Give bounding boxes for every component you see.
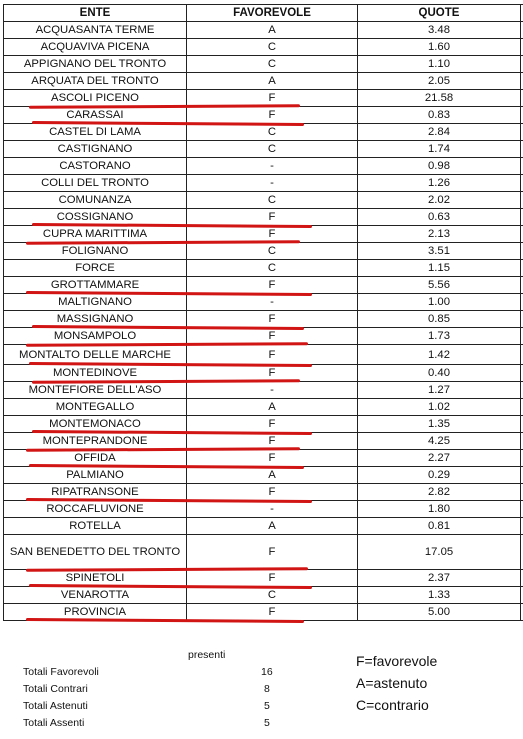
vote-cell: F (187, 433, 358, 450)
ente-cell: VENAROTTA (4, 587, 187, 604)
table-row (4, 124, 523, 141)
red-underline (26, 618, 304, 623)
table-row (4, 73, 523, 90)
total-assenti-value: 5 (264, 717, 270, 729)
table-row (4, 39, 523, 56)
ente-cell: FOLIGNANO (4, 243, 187, 260)
total-astenuti-label: Totali Astenuti (23, 700, 88, 712)
vote-cell: F (187, 450, 358, 467)
quote-cell: 1.73 (358, 328, 521, 345)
vote-cell: C (187, 141, 358, 158)
quote-cell: 1.35 (358, 416, 521, 433)
ente-cell: ACQUAVIVA PICENA (4, 39, 187, 56)
vote-cell: C (187, 192, 358, 209)
ente-cell: MONTEPRANDONE (4, 433, 187, 450)
quote-cell: 3.51 (358, 243, 521, 260)
quote-cell: 5.00 (358, 604, 521, 621)
quote-cell: 1.02 (358, 399, 521, 416)
vote-cell: A (187, 22, 358, 39)
ente-cell: ROCCAFLUVIONE (4, 501, 187, 518)
table-row (4, 158, 523, 175)
quote-cell: 1.80 (358, 501, 521, 518)
vote-cell: C (187, 243, 358, 260)
table-row (4, 518, 523, 535)
ente-cell: COSSIGNANO (4, 209, 187, 226)
vote-cell: F (187, 277, 358, 294)
header-favorevole: FAVOREVOLE (187, 5, 358, 22)
vote-cell: F (187, 107, 358, 124)
legend-contrario: C=contrario (356, 697, 429, 713)
ente-cell: MALTIGNANO (4, 294, 187, 311)
ente-cell: RIPATRANSONE (4, 484, 187, 501)
total-contrari-value: 8 (264, 683, 270, 695)
ente-cell: MONTEMONACO (4, 416, 187, 433)
table-row (4, 56, 523, 73)
quote-cell: 0.81 (358, 518, 521, 535)
quote-cell: 1.42 (358, 345, 521, 365)
vote-cell: F (187, 328, 358, 345)
quote-cell: 0.63 (358, 209, 521, 226)
quote-cell: 1.15 (358, 260, 521, 277)
total-favorevoli-value: 16 (261, 666, 273, 678)
ente-cell: MONTEGALLO (4, 399, 187, 416)
quote-cell: 1.27 (358, 382, 521, 399)
quote-cell: 0.98 (358, 158, 521, 175)
vote-cell: F (187, 484, 358, 501)
ente-cell: MONTALTO DELLE MARCHE (4, 345, 187, 365)
table-row (4, 260, 523, 277)
ente-cell: GROTTAMMARE (4, 277, 187, 294)
table-row (4, 399, 523, 416)
ente-cell: ACQUASANTA TERME (4, 22, 187, 39)
vote-cell: A (187, 399, 358, 416)
quote-cell: 17.05 (358, 535, 521, 570)
table-row (4, 467, 523, 484)
ente-cell: SAN BENEDETTO DEL TRONTO (4, 535, 187, 570)
ente-cell: ARQUATA DEL TRONTO (4, 73, 187, 90)
table-row (4, 175, 523, 192)
quote-cell: 21.58 (358, 90, 521, 107)
vote-cell: F (187, 604, 358, 621)
quote-cell: 2.05 (358, 73, 521, 90)
vote-cell: F (187, 345, 358, 365)
quote-cell: 2.13 (358, 226, 521, 243)
ente-cell: COLLI DEL TRONTO (4, 175, 187, 192)
vote-table (3, 4, 523, 621)
ente-cell: CASTIGNANO (4, 141, 187, 158)
quote-cell: 0.85 (358, 311, 521, 328)
ente-cell: MASSIGNANO (4, 311, 187, 328)
ente-cell: CARASSAI (4, 107, 187, 124)
vote-cell: - (187, 382, 358, 399)
total-astenuti-value: 5 (264, 700, 270, 712)
ente-cell: OFFIDA (4, 450, 187, 467)
table-row (4, 382, 523, 399)
vote-cell: - (187, 294, 358, 311)
vote-cell: C (187, 260, 358, 277)
quote-cell: 2.37 (358, 570, 521, 587)
ente-cell: PALMIANO (4, 467, 187, 484)
ente-cell: ASCOLI PICENO (4, 90, 187, 107)
vote-cell: F (187, 570, 358, 587)
ente-cell: MONSAMPOLO (4, 328, 187, 345)
ente-cell: MONTEDINOVE (4, 365, 187, 382)
quote-cell: 0.40 (358, 365, 521, 382)
ente-cell: CUPRA MARITTIMA (4, 226, 187, 243)
header-quote: QUOTE (358, 5, 521, 22)
quote-cell: 3.48 (358, 22, 521, 39)
quote-cell: 1.74 (358, 141, 521, 158)
quote-cell: 2.02 (358, 192, 521, 209)
vote-cell: F (187, 90, 358, 107)
ente-cell: APPIGNANO DEL TRONTO (4, 56, 187, 73)
legend-favorevole: F=favorevole (356, 653, 438, 669)
vote-cell: F (187, 416, 358, 433)
total-contrari-label: Totali Contrari (23, 683, 88, 695)
vote-cell: F (187, 535, 358, 570)
presenti-label: presenti (188, 649, 226, 661)
quote-cell: 2.27 (358, 450, 521, 467)
vote-cell: F (187, 209, 358, 226)
vote-cell: - (187, 501, 358, 518)
quote-cell: 1.00 (358, 294, 521, 311)
totals-summary (0, 640, 523, 739)
ente-cell: CASTORANO (4, 158, 187, 175)
quote-cell: 2.84 (358, 124, 521, 141)
vote-cell: A (187, 518, 358, 535)
ente-cell: MONTEFIORE DELL'ASO (4, 382, 187, 399)
ente-cell: SPINETOLI (4, 570, 187, 587)
vote-cell: C (187, 39, 358, 56)
vote-sheet (3, 4, 523, 621)
vote-cell: F (187, 365, 358, 382)
table-row (4, 587, 523, 604)
vote-cell: A (187, 73, 358, 90)
table-row (4, 294, 523, 311)
quote-cell: 4.25 (358, 433, 521, 450)
total-assenti-label: Totali Assenti (23, 717, 85, 729)
vote-cell: C (187, 124, 358, 141)
vote-cell: C (187, 587, 358, 604)
quote-cell: 1.33 (358, 587, 521, 604)
ente-cell: COMUNANZA (4, 192, 187, 209)
vote-cell: F (187, 311, 358, 328)
ente-cell: CASTEL DI LAMA (4, 124, 187, 141)
ente-cell: ROTELLA (4, 518, 187, 535)
vote-cell: F (187, 226, 358, 243)
vote-cell: - (187, 158, 358, 175)
header-ente: ENTE (4, 5, 187, 22)
quote-cell: 0.83 (358, 107, 521, 124)
table-row (4, 501, 523, 518)
table-row (4, 141, 523, 158)
quote-cell: 1.10 (358, 56, 521, 73)
quote-cell: 1.60 (358, 39, 521, 56)
table-row (4, 535, 523, 570)
vote-cell: C (187, 56, 358, 73)
quote-cell: 2.82 (358, 484, 521, 501)
vote-cell: A (187, 467, 358, 484)
total-favorevoli-label: Totali Favorevoli (23, 666, 99, 678)
quote-cell: 0.29 (358, 467, 521, 484)
table-row (4, 192, 523, 209)
header-row (4, 5, 523, 22)
ente-cell: FORCE (4, 260, 187, 277)
vote-cell: - (187, 175, 358, 192)
table-row (4, 22, 523, 39)
quote-cell: 5.56 (358, 277, 521, 294)
table-body (4, 22, 523, 621)
legend-astenuto: A=astenuto (356, 675, 428, 691)
table-row (4, 243, 523, 260)
ente-cell: PROVINCIA (4, 604, 187, 621)
quote-cell: 1.26 (358, 175, 521, 192)
